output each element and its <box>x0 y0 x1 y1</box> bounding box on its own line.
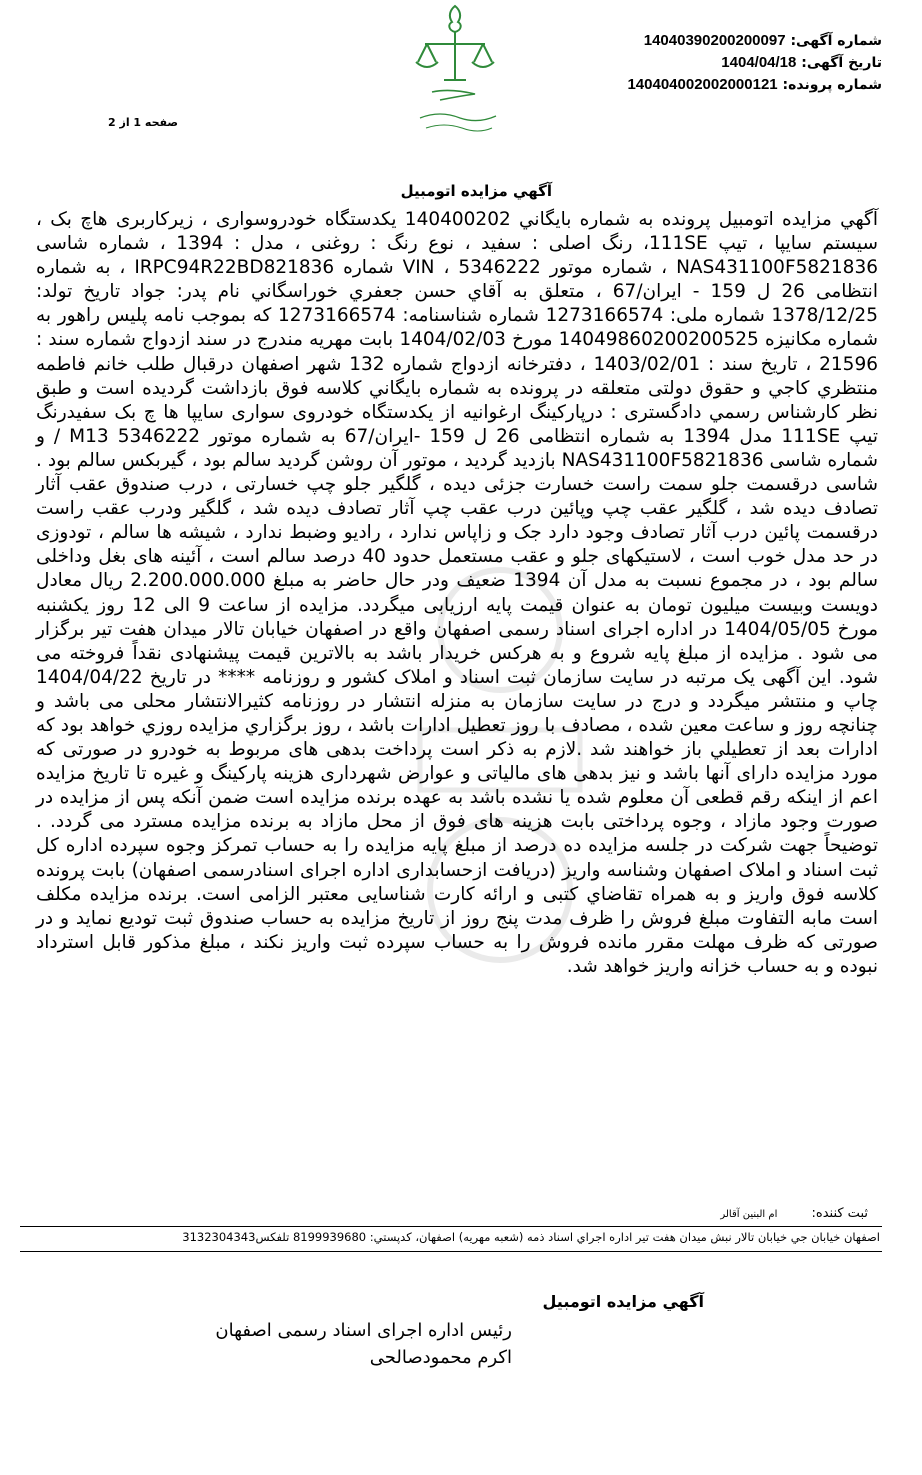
signatory-name: اکرم محمودصالحی <box>369 1347 512 1368</box>
office-address: اصفهان خيابان جي خيابان تالار نبش ميدان هفت تير اداره اجراي اسناد ذمه (شعبه مهريه) اصفهان، كدپستي: 8199939680 تلفكس3132304343 <box>182 1230 880 1244</box>
case-number: 140404002002000121 <box>627 76 778 93</box>
signatory-title: رئیس اداره اجرای اسناد رسمی اصفهان <box>215 1320 512 1341</box>
ad-number-row <box>627 30 882 52</box>
page-indicator: صفحه 1 از 2 <box>108 116 179 129</box>
judiciary-emblem <box>380 0 530 150</box>
ad-date: 1404/04/18 <box>721 54 797 71</box>
registrar <box>720 1206 868 1221</box>
notice-body: آگهي مزايده اتومبيل پرونده به شماره بايگاني 140400202 يكدستگاه خودروسواری ، زیرکاربری هاچ بک ، سیستم سایپا ، تیپ 111SE، رنگ اصلی : سفید ، نوع رنگ : روغنی ، مدل : 1394 ، شماره شاسی NAS431100F5821836 ، شماره موتور 5346222 ، VIN شماره IRPC94R22BD821836 ، به شماره انتظامی 26 ل 159 - ایران/67 ، متعلق به آقاي حسن جعفري خوراسگاني نام پدر: جواد تاريخ تولد: 1378/12/25 شماره ملی: 1273166574 شماره شناسنامه: 1273166574 كه بموجب نامه پلیس راهور به شماره مکانیزه 14049860200200525 مورخ 1404/02/03 بابت مهريه مندرج در سند ازدواج شماره سند : 21596 ، تاريخ سند : 1403/02/01 ، دفترخانه ازدواج شماره 132 شهر اصفهان درقبال طلب خانم فاطمه منتظري كاجي و حقوق دولتی متعلقه در پرونده به شماره بايگاني كلاسه فوق بازداشت گرديده است و طبق نظر كارشناس رسمي دادگستری : درپارکینگ ارغوانیه از یکدستگاه خودروی سواری سایپا ها چ بک سفیدرنگ تیپ 111SE مدل 1394 به شماره انتظامی 26 ل 159 -ایران/67 به شماره موتور 5346222 M13 / و شماره شاسی NAS431100F5821836 بازدید گردید ، موتور آن روشن گردید سالم بود ، گیربکس سالم بود . شاسی درقسمت جلو سمت راست خسارت جزئی دیده ، گلگیر جلو چپ خسارتی ، درب صندوق عقب آثار تصادف دیده شد ، گلگیر عقب چپ وپائین درب عقب چپ آثار تصادف دیده شد ، گلگیر ودرب عقب راست درقسمت پائین درب آثار تصادف وجود دارد جک و زاپاس ندارد ، رادیو وضبط ندارد ، شیشه ها سالم ، تودوزی در حد مدل خوب است ، لاستیکهای جلو و عقب مستعمل حدود 40 درصد سالم است ، آئینه های بغل وداخلی سالم بود ، در مجموع نسبت به مدل آن 1394 ضعیف ودر حال حاضر به مبلغ 2.200.000.000 ریال معادل دویست وبیست میلیون تومان به عنوان قیمت پایه ارزیابی میگردد. مزايده از ساعت 9 الی 12 روز يكشنبه مورخ 1404/05/05 در اداره اجرای اسناد رسمی اصفهان واقع در اصفهان خیابان تالار میدان هفت تیر برگزار می شود . مزايده از مبلغ پايه شروع و به هركس خريدار باشد به بالاترين قيمت پيشنهادی نقداً فروخته می شود. اين آگهی يک مرتبه در سايت سازمان ثبت اسناد و املاک كشور و روزنامه **** در تاريخ 1404/04/22 چاپ و منتشر ميگردد و درج در سایت سازمان به منزله انتشار در روزنامه کثیرالانتشار محلی می باشد و چنانچه روز و ساعت معين شده ، مصادف با روز تعطيل ادارات باشد ، روز برگزاري مزايده روزي خواهد بود كه ادارات بعد از تعطيلي باز خواهند شد .لازم به ذكر است پرداخت بدهی های مربوط به خودرو در صورتی كه مورد مزايده دارای آنها باشد و نيز بدهی های مالیاتی و عوارض شهرداری هزينه پاركينگ و غيره تا تاريخ مزايده اعم از اينكه رقم قطعی آن معلوم شده يا نشده باشد به عهده برنده مزايده است ضمن آنكه پس از مزايده در صورت وجود مازاد ، وجوه پرداختی بابت هزينه های فوق از محل مازاد به برنده مزايده مسترد می گردد. . توضيحاً جهت شركت در جلسه مزايده ده درصد از مبلغ پايه مزايده را به حساب تمركز وجوه سپرده اداره كل ثبت اسناد و املاک اصفهان وشناسه واريز (دريافت ازحسابداری اداره اجرای اسنادرسمی اصفهان) بابت پرونده كلاسه فوق واريز و به همراه تقاضاي كتبی و ارائه كارت شناسايی معتبر الزامی است. برنده مزايده مكلف است مابه التفاوت مبلغ فروش را ظرف مدت پنج روز از تاريخ مزايده به حساب صندوق ثبت توديع نمايد و در صورتی كه ظرف مهلت مقرر مانده فروش را به حساب سپرده ثبت واريز نكند ، مبلغ مذكور قابل استرداد نبوده و به حساب خزانه واريز خواهد شد. <box>36 209 879 977</box>
ad-number: 14040390200200097 <box>643 32 786 49</box>
ad-number-label: شماره آگهی: <box>790 33 882 49</box>
case-number-label: شماره پرونده: <box>782 77 882 93</box>
ad-date-label: تاریخ آگهی: <box>801 55 882 71</box>
ad-date-row <box>627 52 882 74</box>
notice-title: آگهي مزايده اتومبيل <box>400 182 552 200</box>
divider-bottom <box>20 1251 882 1252</box>
ad-metadata <box>627 30 882 96</box>
registrar-label: ثبت كننده: <box>811 1206 868 1221</box>
emblem-text <box>380 75 530 145</box>
registrar-name: ام البنين آقالر <box>720 1209 778 1220</box>
divider-top <box>20 1226 882 1227</box>
case-number-row <box>627 74 882 96</box>
footer-notice-title: آگهي مزايده اتومبيل <box>542 1292 704 1311</box>
